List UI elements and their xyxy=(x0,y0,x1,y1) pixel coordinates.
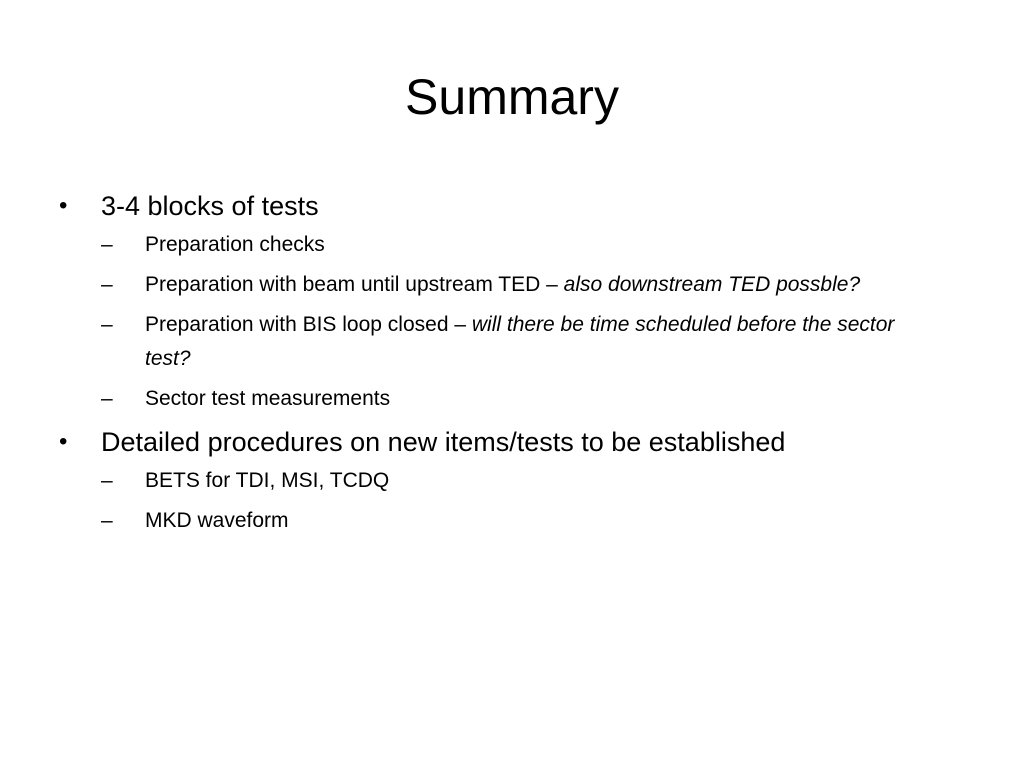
bullet-list xyxy=(56,186,976,544)
slide-title: Summary xyxy=(405,69,619,125)
sub-list xyxy=(101,464,976,538)
sub-item xyxy=(101,228,945,262)
dash-icon: – xyxy=(101,273,113,296)
sub-item-note: also downstream TED possble? xyxy=(563,273,861,296)
bullet-text: 3-4 blocks of tests xyxy=(101,191,319,221)
sub-list xyxy=(101,228,976,416)
sub-item xyxy=(101,504,945,538)
sub-item xyxy=(101,268,945,302)
sub-item xyxy=(101,308,945,376)
bullet-item xyxy=(56,186,976,226)
bullet-dot-icon: • xyxy=(59,192,68,219)
dash-icon: – xyxy=(101,233,113,256)
sub-item-text: BETS for TDI, MSI, TCDQ xyxy=(145,469,390,492)
sub-item-text: Preparation with beam until upstream TED – xyxy=(145,273,564,296)
bullet-item xyxy=(56,422,976,462)
dash-icon: – xyxy=(101,469,113,492)
bullet-text: Detailed procedures on new items/tests to be established xyxy=(101,427,786,457)
sub-item-note: will there be time scheduled before the sector test? xyxy=(145,313,895,370)
sub-item-text: Preparation with BIS loop closed – xyxy=(145,313,472,336)
sub-item xyxy=(101,382,945,416)
sub-item-text: Preparation checks xyxy=(145,233,325,256)
dash-icon: – xyxy=(101,509,113,532)
sub-item xyxy=(101,464,945,498)
dash-icon: – xyxy=(101,313,113,336)
dash-icon: – xyxy=(101,387,113,410)
sub-item-text: Sector test measurements xyxy=(145,387,391,410)
sub-item-text: MKD waveform xyxy=(145,509,289,532)
bullet-dot-icon: • xyxy=(59,428,68,455)
